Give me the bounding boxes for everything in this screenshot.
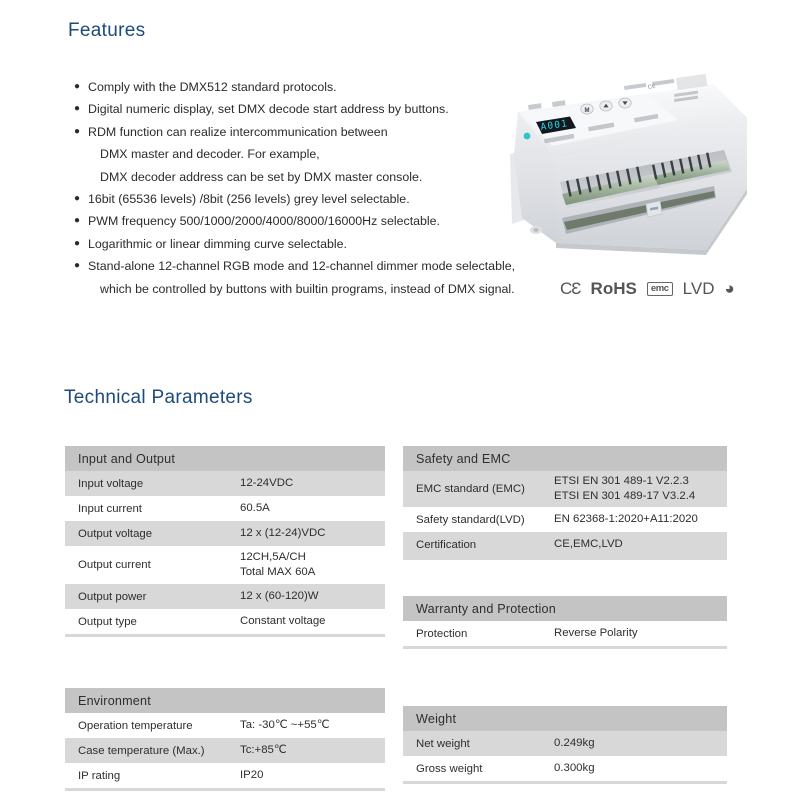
table-cell-label: Output current (78, 559, 151, 571)
table-cell-value (226, 501, 385, 516)
table-cell-value-line: 12-24VDC (240, 477, 294, 489)
feature-text: 16bit (65536 levels) /8bit (256 levels) grey level selectable. (88, 192, 410, 207)
bullet-icon: ● (74, 81, 81, 92)
certification-marks (560, 279, 735, 299)
bullet-icon: ● (74, 237, 81, 249)
feature-item (74, 233, 529, 255)
table-body (65, 471, 385, 634)
feature-text: Stand-alone 12-channel RGB mode and 12-channel dimmer mode selectable, (88, 259, 516, 274)
feature-item (74, 98, 529, 120)
table-cell-value-line: Constant voltage (240, 615, 326, 627)
emc-mark-icon: emc (647, 282, 673, 296)
table-footer-rule (403, 646, 727, 649)
table-cell-label: EMC standard (EMC) (416, 483, 525, 495)
table-cell-value (540, 512, 727, 527)
table-cell-value (226, 768, 385, 783)
table-row (403, 621, 727, 646)
table-footer-rule (65, 788, 385, 791)
bullet-icon: ● (74, 103, 81, 115)
table-cell-value (226, 526, 385, 541)
table-cell-value-line: 12 x (12-24)VDC (240, 527, 326, 539)
table-cell-label: Output voltage (78, 527, 153, 540)
table-cell-value-line: Tc:+85℃ (240, 744, 287, 756)
feature-text-continuation: DMX decoder address can be set by DMX master console. (100, 169, 423, 184)
page-title-technical-parameters: Technical Parameters (64, 387, 253, 408)
table-row (403, 731, 727, 756)
table-body (403, 731, 727, 781)
table-header-title: Weight (403, 706, 727, 731)
table-row (403, 532, 727, 557)
table-cell-value (226, 550, 385, 580)
feature-text-continuation: DMX master and decoder. For example, (100, 147, 320, 162)
table-cell-value-line: IP20 (240, 769, 264, 781)
table-cell-label: Protection (416, 627, 468, 640)
spec-table-weight (403, 706, 727, 784)
feature-text: PWM frequency 500/1000/2000/4000/8000/16000Hz selectable. (88, 214, 441, 229)
table-row (65, 584, 385, 609)
table-cell-value-line: 60.5A (240, 502, 270, 514)
table-footer-rule (65, 634, 385, 637)
table-cell-value-line: Reverse Polarity (554, 627, 638, 639)
table-cell-label: Net weight (416, 737, 470, 750)
table-cell-value-line: ETSI EN 301 489-1 V2.2.3 (554, 475, 689, 487)
table-header-title: Input and Output (65, 446, 385, 471)
spec-table-input-output (65, 446, 385, 637)
table-row (403, 756, 727, 781)
ce-mark-icon: CƐ (560, 279, 581, 298)
table-cell-value (226, 589, 385, 604)
bullet-icon: ● (74, 260, 81, 272)
feature-item (74, 76, 529, 98)
table-row (403, 507, 727, 532)
table-cell-value (540, 761, 727, 776)
table-cell-label: Output type (78, 615, 137, 628)
page-title-features: Features (68, 20, 146, 41)
table-cell-label: IP rating (78, 769, 121, 782)
table-cell-label: Certification (416, 538, 477, 551)
bullet-icon: ● (74, 193, 81, 205)
table-cell-value-line: 0.249kg (554, 737, 595, 749)
table-body (403, 621, 727, 646)
table-row (65, 713, 385, 738)
table-row (65, 471, 385, 496)
table-cell-value-line: Total MAX 60A (240, 566, 316, 578)
product-image-dmx-decoder (500, 58, 762, 263)
table-cell-value-line: 0.300kg (554, 762, 595, 774)
table-cell-value (540, 537, 727, 552)
table-body (65, 713, 385, 788)
c-tick-mark-icon: ◕ (724, 279, 735, 298)
table-cell-value (226, 614, 385, 629)
table-cell-label: Output power (78, 590, 147, 603)
table-cell-value (540, 736, 727, 751)
spec-table-warranty (403, 596, 727, 649)
rohs-mark-icon: RoHS (590, 279, 637, 298)
feature-item (74, 188, 529, 210)
feature-item (74, 255, 529, 277)
feature-text: Digital numeric display, set DMX decode start address by buttons. (88, 102, 449, 117)
table-cell-label: Operation temperature (78, 719, 193, 732)
table-cell-value-line: EN 62368-1:2020+A11:2020 (554, 513, 698, 525)
table-row (65, 546, 385, 584)
table-footer-rule (403, 557, 727, 560)
table-row (65, 521, 385, 546)
feature-text: RDM function can realize intercommunication between (88, 124, 388, 139)
feature-text-continuation: which be controlled by buttons with builtin programs, instead of DMX signal. (100, 281, 515, 296)
table-row (65, 496, 385, 521)
spec-table-safety-emc (403, 446, 727, 560)
table-cell-label: Safety standard(LVD) (416, 513, 525, 526)
table-cell-value-line: CE,EMC,LVD (554, 538, 623, 550)
lvd-mark-icon: LVD (682, 279, 715, 298)
feature-text: Logarithmic or linear dimming curve selectable. (88, 236, 347, 251)
table-cell-value (540, 474, 727, 504)
device-display-value: A001 (539, 118, 569, 133)
table-cell-value-line: 12CH,5A/CH (240, 551, 306, 563)
table-row (65, 609, 385, 634)
table-row (65, 763, 385, 788)
table-cell-label: Gross weight (416, 762, 483, 775)
feature-item (74, 210, 529, 232)
table-cell-value (226, 718, 385, 733)
svg-text:M: M (584, 108, 590, 114)
table-cell-value-line: 12 x (60-120)W (240, 590, 319, 602)
bullet-icon: ● (74, 215, 81, 227)
table-cell-value (226, 743, 385, 758)
features-list (74, 76, 529, 300)
table-header-title: Safety and EMC (403, 446, 727, 471)
table-body (403, 471, 727, 557)
table-row (403, 471, 727, 507)
table-header-title: Environment (65, 688, 385, 713)
feature-item (74, 121, 529, 143)
spec-table-environment (65, 688, 385, 791)
feature-text: Comply with the DMX512 standard protocols. (88, 80, 337, 94)
table-row (65, 738, 385, 763)
table-cell-value (540, 626, 727, 641)
table-cell-label: Case temperature (Max.) (78, 744, 205, 757)
table-cell-value-line: Ta: -30℃ ~+55℃ (240, 719, 330, 731)
table-cell-value (226, 476, 385, 491)
bullet-icon: ● (74, 125, 81, 137)
table-cell-value-line: ETSI EN 301 489-17 V3.2.4 (554, 490, 696, 502)
svg-text:C€: C€ (647, 83, 656, 91)
table-cell-label: Input current (78, 502, 142, 515)
table-header-title: Warranty and Protection (403, 596, 727, 621)
table-cell-label: Input voltage (78, 477, 144, 490)
table-footer-rule (403, 781, 727, 784)
